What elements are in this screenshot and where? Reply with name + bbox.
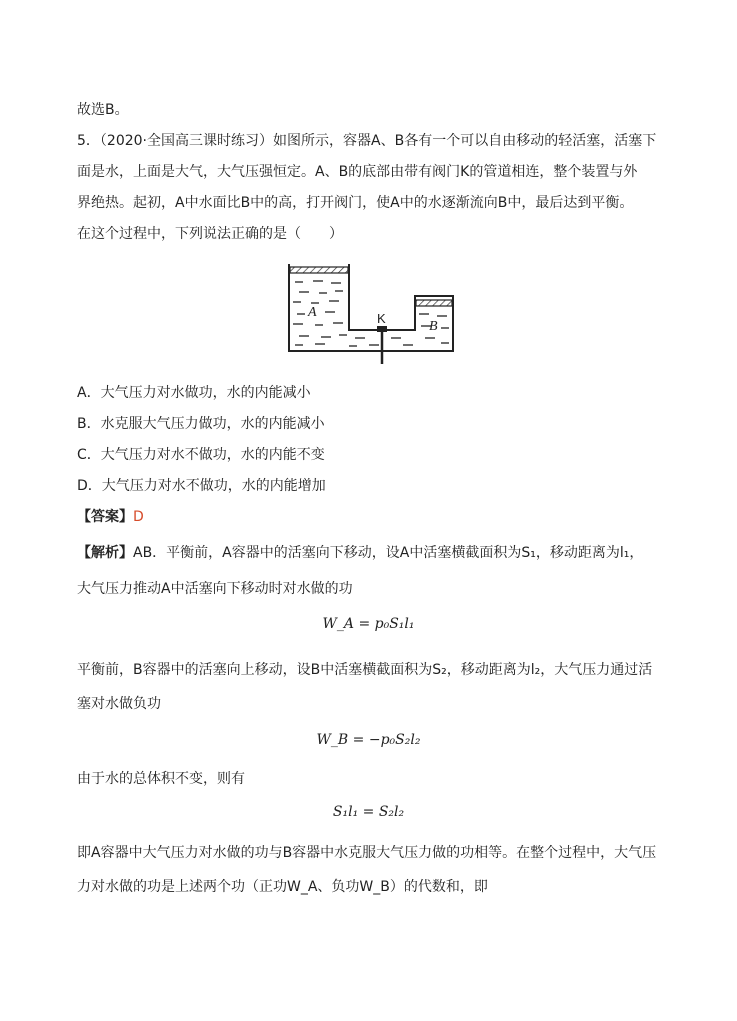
equation-1: W_A = p₀S₁l₁	[322, 616, 415, 632]
option-b: B．水克服大气压力做功，水的内能减小	[77, 416, 325, 432]
equation-3: S₁l₁ = S₂l₂	[332, 804, 405, 820]
question-line-4: 在这个过程中，下列说法正确的是（ ）	[77, 226, 343, 242]
answer-value: D	[133, 509, 144, 525]
analysis-line-6: 即A容器中大气压力对水做的功与B容器中水克服大气压力做的功相等。在整个过程中，大气压	[77, 845, 657, 861]
label-k: K	[377, 311, 386, 326]
piston-b	[416, 300, 452, 306]
analysis-line-5: 由于水的总体积不变，则有	[77, 771, 245, 787]
analysis-line-7: 力对水做的功是上述两个功（正功W_A、负功W_B）的代数和，即	[77, 879, 488, 895]
analysis-line-4: 塞对水做负功	[77, 696, 161, 712]
question-line-3: 界绝热。起初，A中水面比B中的高，打开阀门，使A中的水逐渐流向B中，最后达到平衡。	[77, 195, 634, 211]
question-number: 5．	[77, 133, 100, 149]
option-d: D．大气压力对水不做功，水的内能增加	[77, 478, 326, 494]
question-source: （2020·全国高三课时练习）	[99, 133, 274, 149]
label-a: A	[308, 305, 317, 320]
equation-2: W_B = −p₀S₂l₂	[316, 732, 421, 748]
valve-k	[377, 326, 387, 332]
answer-label: 【答案】	[77, 509, 133, 525]
analysis-label: 【解析】	[77, 545, 133, 561]
analysis-line-2: 大气压力推动A中活塞向下移动时对水做的功	[77, 581, 353, 597]
question-text-1: 如图所示，容器A、B各有一个可以自由移动的轻活塞，活塞下	[273, 133, 657, 149]
analysis-line-3: 平衡前，B容器中的活塞向上移动，设B中活塞横截面积为S₂，移动距离为l₂，大气压力通过活	[77, 662, 653, 678]
analysis-line-1	[77, 543, 643, 563]
analysis-text-1: AB．平衡前，A容器中的活塞向下移动，设A中活塞横截面积为S₁，移动距离为l₁，	[133, 545, 644, 561]
prev-answer: 故选B。	[77, 102, 129, 118]
water-a	[293, 281, 347, 345]
answer-line	[77, 507, 144, 527]
option-a: A．大气压力对水做功，水的内能减小	[77, 385, 311, 401]
option-c: C．大气压力对水不做功，水的内能不变	[77, 447, 325, 463]
question-line-1	[77, 131, 656, 151]
piston-a	[290, 267, 348, 273]
question-line-2: 面是水，上面是大气，大气压强恒定。A、B的底部由带有阀门K的管道相连，整个装置与外	[77, 164, 638, 180]
apparatus-figure	[285, 262, 457, 366]
label-b: B	[429, 319, 438, 334]
